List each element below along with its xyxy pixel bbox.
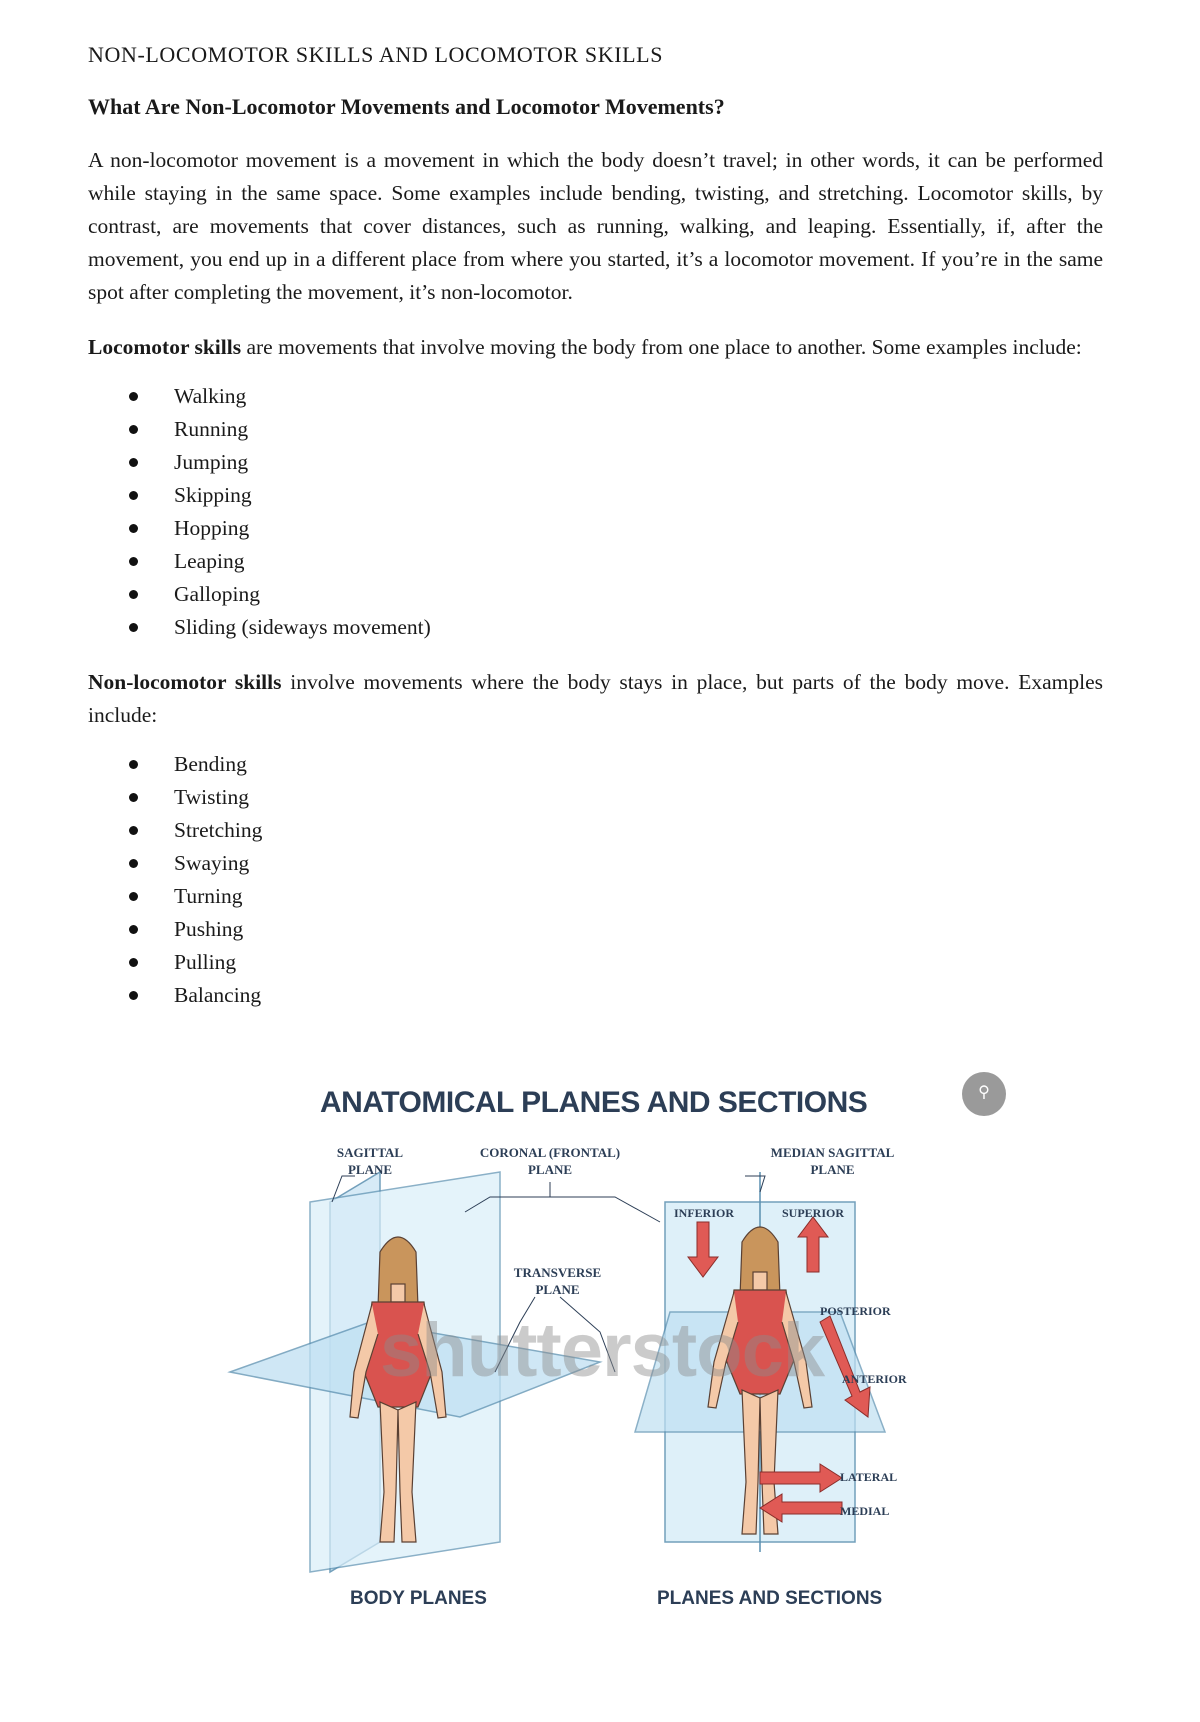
bullet-icon: [129, 557, 138, 566]
lateral-label: LATERAL: [840, 1470, 898, 1484]
list-item: Skipping: [88, 479, 1103, 512]
locomotor-list: [88, 380, 1103, 644]
list-item: Balancing: [88, 979, 1103, 1012]
bullet-icon: [129, 826, 138, 835]
document-page: [88, 30, 1103, 1012]
non-locomotor-paragraph: [88, 666, 1103, 732]
intro-paragraph: A non-locomotor movement is a movement in which the body doesn’t travel; in other words, it can be performed while staying in the same space. Some examples include bending, twisting, and stretching. Locomotor skills, by contrast, are movements that cover distances, such as running, walking, and leaping. Essentially, if, after the movement, you end up in a different place from where you started, it’s a locomotor movement. If you’re in the same spot after completing the movement, it’s non-locomotor.: [88, 148, 1103, 304]
list-item: Jumping: [88, 446, 1103, 479]
anatomical-planes-figure: [220, 1072, 1020, 1652]
bullet-icon: [129, 590, 138, 599]
list-item: Swaying: [88, 847, 1103, 880]
figure-title: ANATOMICAL PLANES AND SECTIONS: [320, 1086, 868, 1119]
section-heading: What Are Non-Locomotor Movements and Locomotor Movements?: [88, 94, 725, 119]
list-item: Sliding (sideways movement): [88, 611, 1103, 644]
list-item: Leaping: [88, 545, 1103, 578]
non-locomotor-term: Non-locomotor skills: [88, 670, 282, 694]
medial-label: MEDIAL: [840, 1504, 890, 1518]
non-locomotor-list: [88, 748, 1103, 1012]
inferior-label: INFERIOR: [674, 1206, 735, 1220]
transverse-plane-label: TRANSVERSE PLANE: [513, 1265, 602, 1297]
watermark: shutterstock: [380, 1308, 825, 1393]
coronal-plane-label: CORONAL (FRONTAL) PLANE: [479, 1145, 621, 1177]
sagittal-plane-label: SAGITTAL PLANE: [336, 1145, 404, 1177]
list-item: Turning: [88, 880, 1103, 913]
list-item: Twisting: [88, 781, 1103, 814]
bullet-icon: [129, 524, 138, 533]
bullet-icon: [129, 859, 138, 868]
non-locomotor-text: involve movements where the body stays in place, but parts of the body move. Examples include:: [88, 670, 1103, 727]
median-sagittal-plane-label: MEDIAN SAGITTAL PLANE: [770, 1145, 895, 1177]
superior-label: SUPERIOR: [782, 1206, 845, 1220]
caption-planes-sections: PLANES AND SECTIONS: [657, 1588, 883, 1609]
locomotor-paragraph: [88, 331, 1103, 364]
locomotor-text: are movements that involve moving the body from one place to another. Some examples include:: [241, 335, 1082, 359]
list-item: Hopping: [88, 512, 1103, 545]
bullet-icon: [129, 958, 138, 967]
list-item: Running: [88, 413, 1103, 446]
document-title: NON-LOCOMOTOR SKILLS AND LOCOMOTOR SKILLS: [88, 42, 664, 67]
bullet-icon: [129, 925, 138, 934]
list-item: Stretching: [88, 814, 1103, 847]
bullet-icon: [129, 991, 138, 1000]
list-item: Pushing: [88, 913, 1103, 946]
bullet-icon: [129, 892, 138, 901]
bullet-icon: [129, 392, 138, 401]
zoom-in-icon[interactable]: ⚲: [962, 1072, 1006, 1116]
caption-body-planes: BODY PLANES: [350, 1588, 487, 1609]
bullet-icon: [129, 793, 138, 802]
posterior-label: POSTERIOR: [820, 1304, 891, 1318]
bullet-icon: [129, 458, 138, 467]
bullet-icon: [129, 425, 138, 434]
bullet-icon: [129, 623, 138, 632]
list-item: Bending: [88, 748, 1103, 781]
bullet-icon: [129, 491, 138, 500]
list-item: Galloping: [88, 578, 1103, 611]
bullet-icon: [129, 760, 138, 769]
anterior-label: ANTERIOR: [842, 1372, 907, 1386]
list-item: Pulling: [88, 946, 1103, 979]
list-item: Walking: [88, 380, 1103, 413]
locomotor-term: Locomotor skills: [88, 335, 242, 359]
